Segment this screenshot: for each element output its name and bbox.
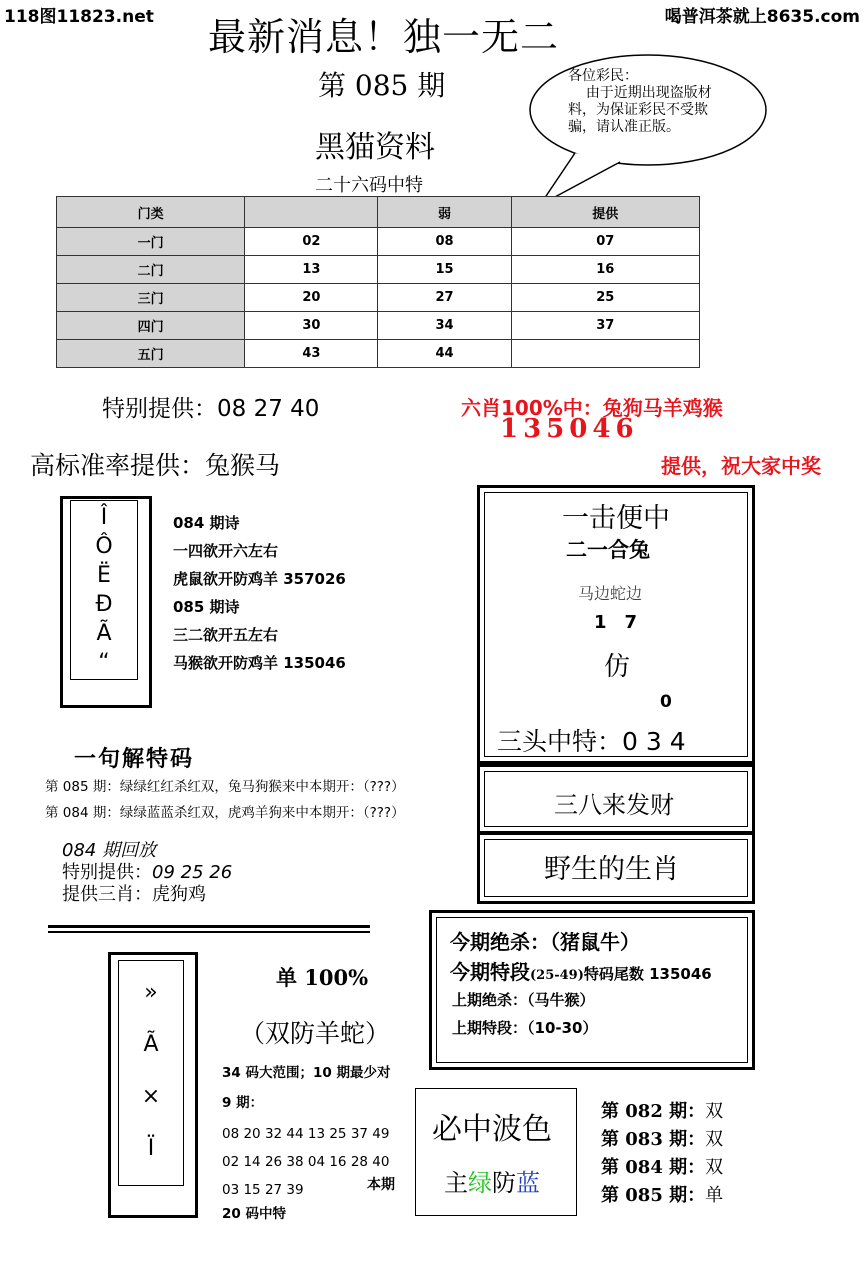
dan-number-line: 03 15 27 39: [222, 1182, 304, 1198]
bose-line: [444, 1163, 540, 1198]
history-label: 第 083 期：: [601, 1129, 706, 1150]
table-cell: 三门: [57, 284, 245, 312]
table-row: [57, 284, 700, 312]
table-cell: 20: [245, 284, 378, 312]
issue-number: 第 085 期: [318, 69, 446, 102]
table-header-cell: 门类: [57, 197, 245, 228]
left-glyph: ×: [141, 1084, 161, 1109]
bose-pre: 主: [444, 1169, 468, 1197]
right-site-label: 喝普洱茶就上8635.com: [664, 7, 860, 27]
yiji-zero: 0: [660, 692, 672, 712]
headline: 最新消息！独一无二: [208, 15, 560, 59]
history-item: [601, 1126, 723, 1154]
poem-glyph-inner: [70, 500, 138, 680]
history-label: 第 085 期：: [601, 1185, 706, 1206]
table-cell: [511, 340, 699, 368]
history-item: [601, 1154, 723, 1182]
jueshai-line2-c: 特码尾数 135046: [583, 965, 712, 983]
history-label: 第 084 期：: [601, 1157, 706, 1178]
dan-range: 34 码大范围；10 期最少对: [222, 1065, 391, 1081]
history-item: [601, 1182, 723, 1210]
six-xiao-text: 六肖100%中：兔狗马羊鸡猴: [461, 396, 723, 420]
wish-text: 提供，祝大家中奖: [661, 454, 821, 478]
yesheng-text: 野生的生肖: [544, 854, 679, 885]
dan-zhong: 20 码中特: [222, 1206, 286, 1222]
poem-line: 马猴欲开防鸡羊 135046: [173, 654, 346, 672]
left-glyph: Ï: [147, 1136, 155, 1161]
jueshai-line3: 上期绝杀：（马牛猴）: [452, 991, 595, 1009]
number-table: [56, 196, 700, 368]
history-value: 双: [705, 1129, 724, 1150]
six-xiao-numbers: 135046: [500, 414, 639, 444]
yiji-line2: 二一合兔: [566, 538, 650, 562]
huifang-line2-value: 09 25 26: [152, 862, 233, 883]
table-cell: 43: [245, 340, 378, 368]
table-cell: 07: [511, 228, 699, 256]
left-glyph: »: [144, 980, 158, 1005]
divider-top: [48, 925, 370, 928]
yiji-line3: 马边蛇边: [578, 584, 643, 603]
history-list: [601, 1098, 723, 1210]
table-cell: 15: [378, 256, 511, 284]
table-cell: 02: [245, 228, 378, 256]
history-value: 双: [705, 1101, 724, 1122]
poem-glyph: Ã: [96, 621, 112, 646]
poem-line: 虎鼠欲开防鸡羊 357026: [173, 570, 346, 588]
jueshai-line4: 上期特段：（10-30）: [452, 1019, 598, 1037]
table-cell: 一门: [57, 228, 245, 256]
yiju-title: 一句解特码: [74, 746, 195, 772]
jueshai-line2-b: (25-49): [530, 968, 584, 983]
dan-numbers: [222, 1120, 389, 1204]
poem-glyph: Ë: [97, 563, 111, 588]
yiju-line1: 第 085 期：绿绿红红杀红双，兔马狗猴来中本期开：（???）: [45, 779, 405, 795]
notice-text: 各位彩民： 由于近期出现盗版材料，为保证彩民不受欺骗，请认准正版。: [568, 68, 712, 135]
huifang-line3: 提供三肖：虎狗鸡: [62, 884, 206, 905]
history-value: 双: [705, 1157, 724, 1178]
table-caption: 二十六码中特: [315, 175, 423, 196]
poem-glyph: Î: [100, 505, 108, 530]
table-header-cell: 提供: [511, 197, 699, 228]
left-glyph-inner: [118, 960, 184, 1186]
table-header-cell: [245, 197, 378, 228]
gaobiao-text: 高标准率提供：兔猴马: [30, 451, 281, 480]
dan-fang: （双防羊蛇）: [240, 1019, 391, 1048]
dan-number-line: 02 14 26 38 04 16 28 40: [222, 1154, 390, 1170]
poem-glyph: “: [98, 650, 110, 675]
yiji-nums: 1 7: [594, 612, 638, 633]
poem-line: 一四欲开六左右: [173, 542, 279, 560]
table-header-row: [57, 197, 700, 228]
poem-glyph: Ð: [95, 592, 113, 617]
yiji-title: 一击便中: [562, 503, 670, 534]
table-cell: 30: [245, 312, 378, 340]
yiju-line2: 第 084 期：绿绿蓝蓝杀红双，虎鸡羊狗来中本期开：（???）: [45, 805, 405, 821]
sanba-text: 三八来发财: [554, 791, 674, 819]
jueshai-line2: [450, 956, 712, 985]
poem-line: 085 期诗: [173, 598, 240, 616]
table-cell: 37: [511, 312, 699, 340]
poem-line: 084 期诗: [173, 514, 240, 532]
divider-bottom: [48, 931, 370, 933]
table-row: [57, 256, 700, 284]
jueshai-line2-a: 今期特段: [450, 960, 530, 984]
table-cell: 44: [378, 340, 511, 368]
table-cell: 二门: [57, 256, 245, 284]
table-row: [57, 312, 700, 340]
bose-title: 必中波色: [432, 1112, 552, 1147]
table-cell: 27: [378, 284, 511, 312]
table-cell: 四门: [57, 312, 245, 340]
yiji-fang: 仿: [604, 652, 631, 682]
dan-title: 单 100%: [276, 965, 369, 990]
special-provide: 特别提供：08 27 40: [102, 396, 320, 422]
subtitle: 黑猫资料: [315, 130, 435, 165]
bose-mid: 防: [492, 1169, 516, 1197]
left-glyph: Ã: [143, 1032, 159, 1057]
history-label: 第 082 期：: [601, 1101, 706, 1122]
dan-period: 9 期：: [222, 1095, 264, 1111]
table-header-cell: 弱: [378, 197, 511, 228]
table-cell: 13: [245, 256, 378, 284]
table-cell: 34: [378, 312, 511, 340]
table-cell: 16: [511, 256, 699, 284]
poem-glyph: Ô: [95, 534, 113, 559]
poem-lines: [173, 509, 346, 677]
table-cell: 25: [511, 284, 699, 312]
bose-green: 绿: [468, 1169, 492, 1197]
santou-text: 三头中特：0 3 4: [497, 727, 686, 756]
jueshai-line1: 今期绝杀：（猪鼠牛）: [450, 930, 640, 954]
poem-line: 三二欲开五左右: [173, 626, 279, 644]
history-value: 单: [705, 1185, 724, 1206]
table-cell: 08: [378, 228, 511, 256]
huifang-block: [62, 840, 232, 906]
bose-blue: 蓝: [516, 1169, 540, 1197]
dan-number-line: 08 20 32 44 13 25 37 49: [222, 1126, 390, 1142]
table-row: [57, 340, 700, 368]
history-item: [601, 1098, 723, 1126]
left-site-label: 118图11823.net: [4, 7, 154, 27]
huifang-line2-label: 特别提供：: [62, 862, 152, 883]
huifang-line1: 084 期回放: [62, 840, 157, 861]
table-row: [57, 228, 700, 256]
table-cell: 五门: [57, 340, 245, 368]
dan-benqi: 本期: [367, 1177, 395, 1193]
